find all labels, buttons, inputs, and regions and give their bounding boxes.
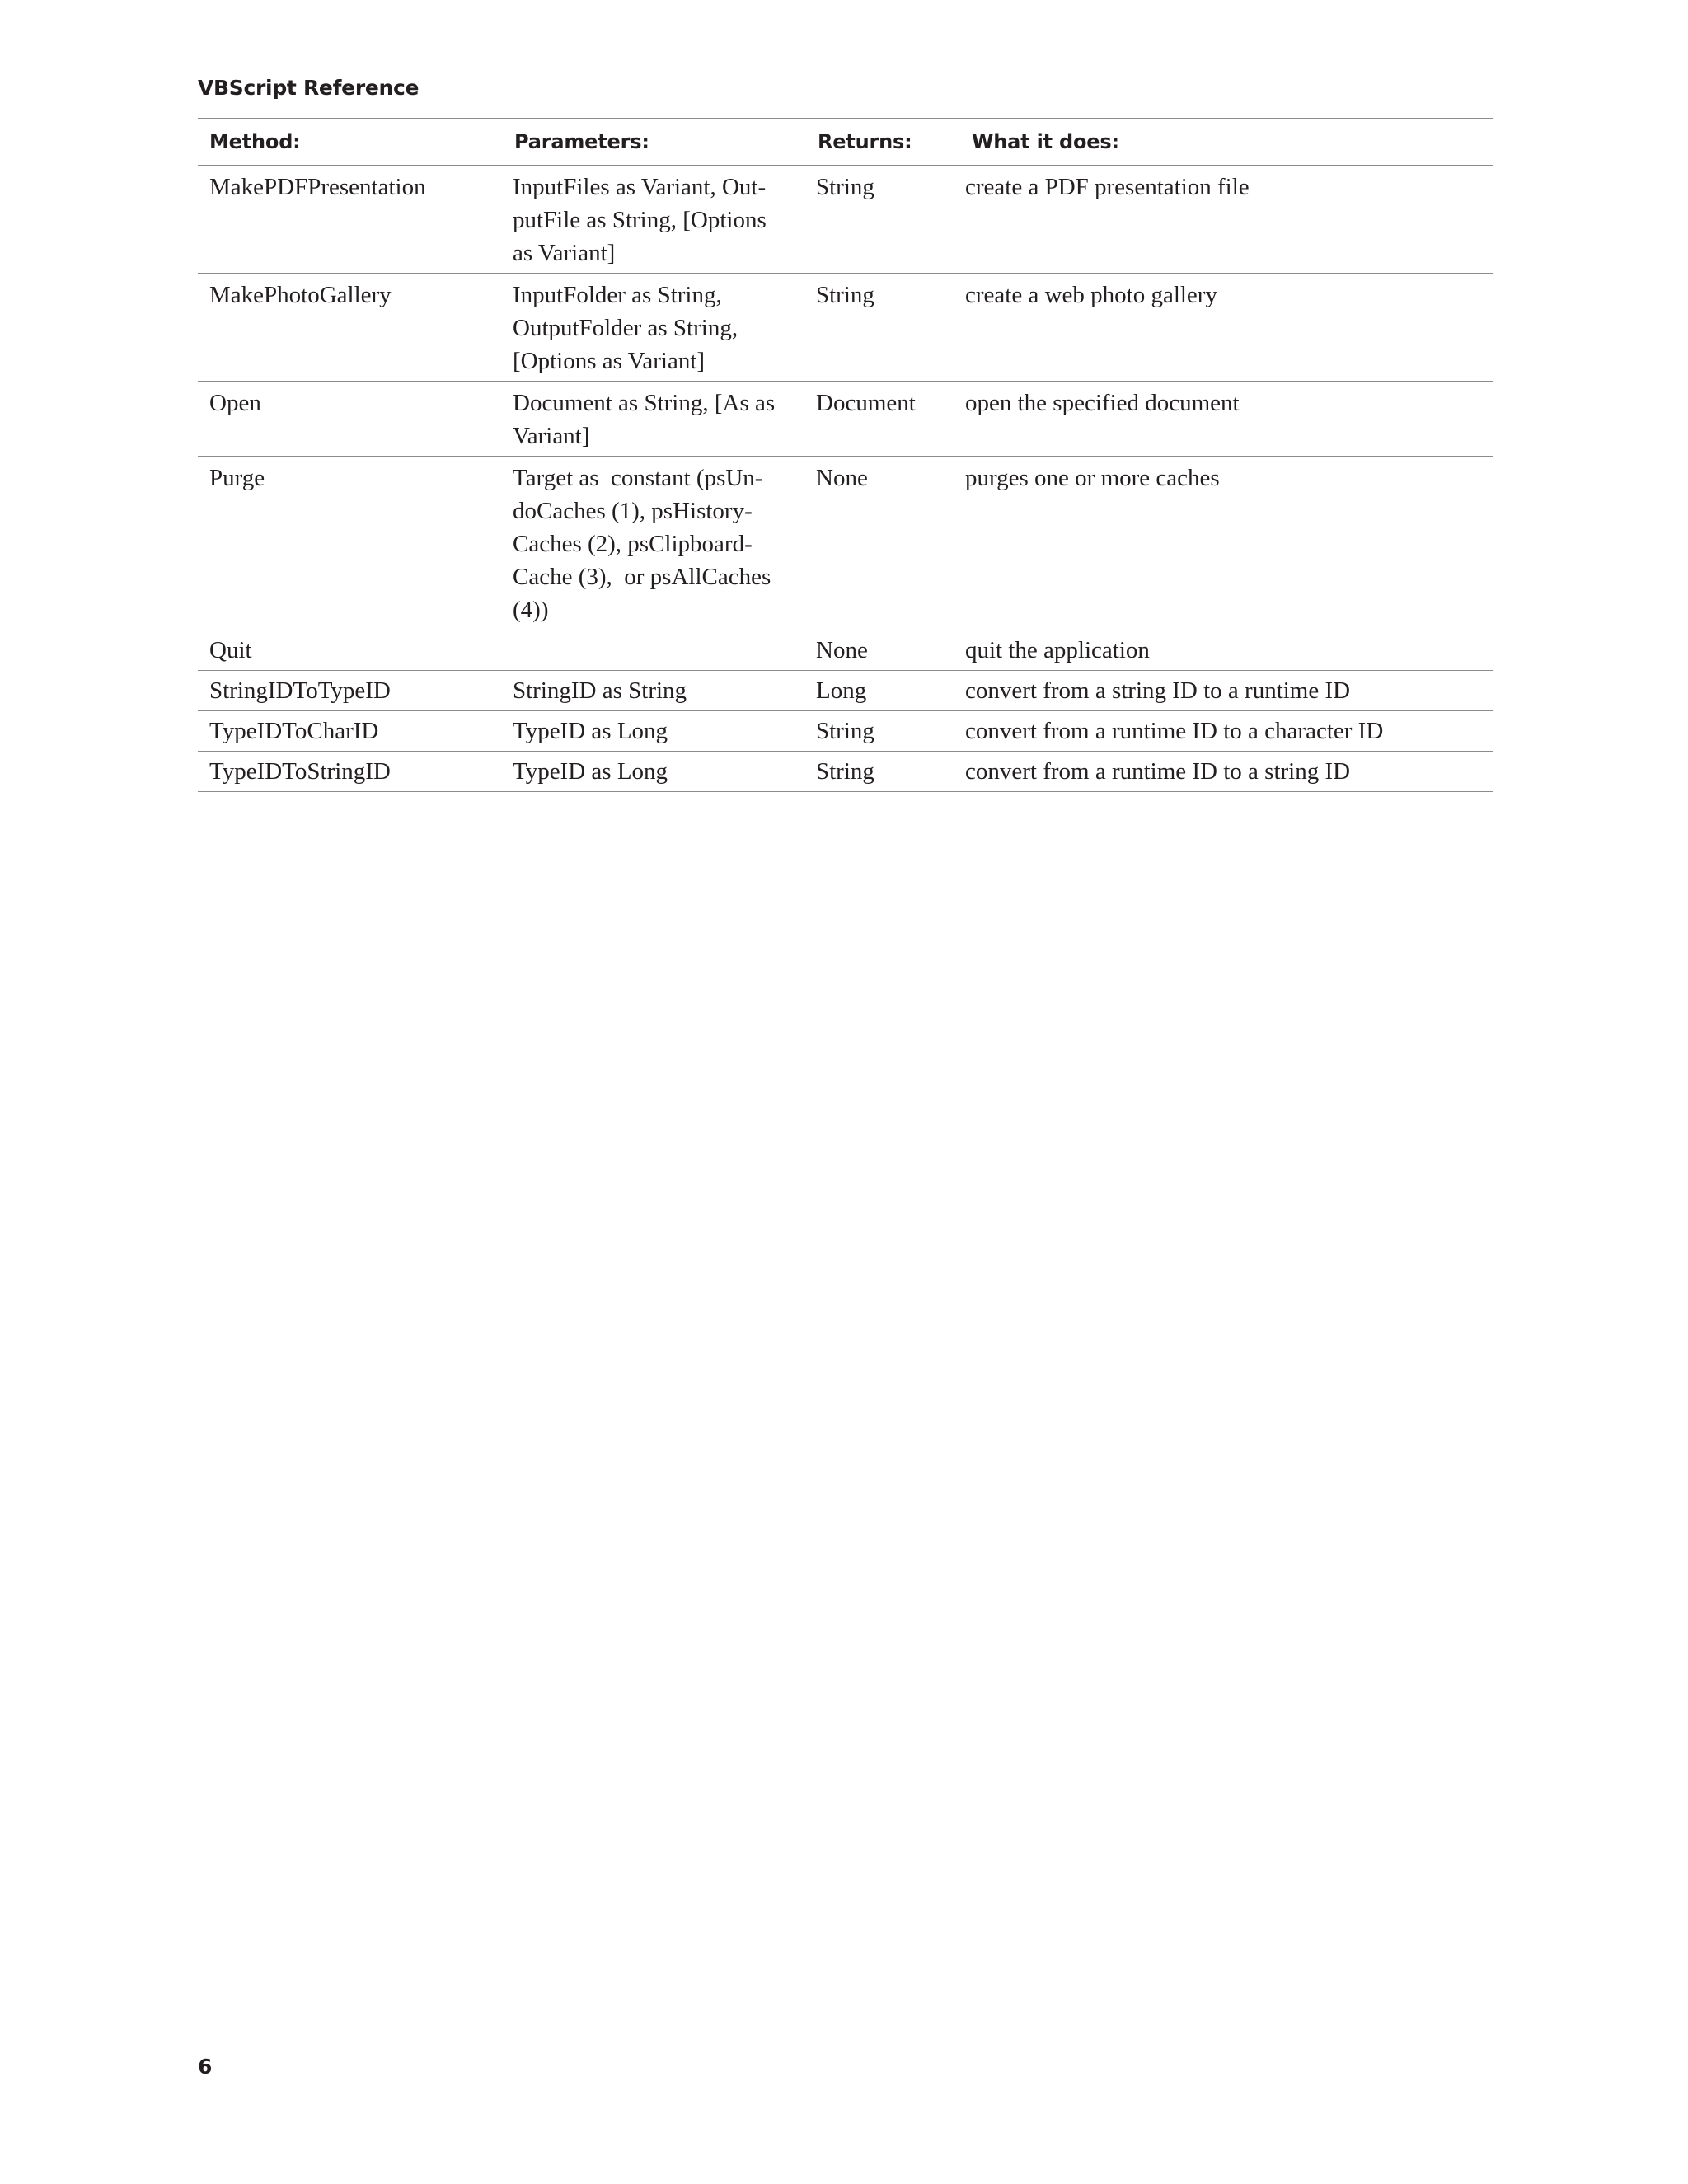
cell-parameters bbox=[503, 752, 806, 792]
table-row bbox=[198, 752, 1493, 792]
parameter-line: Document as String, [As as bbox=[513, 390, 776, 416]
cell-returns: None bbox=[806, 630, 960, 671]
cell-parameters bbox=[503, 166, 806, 274]
cell-method: TypeIDToCharID bbox=[198, 711, 503, 752]
table-body bbox=[198, 166, 1493, 792]
table-row bbox=[198, 274, 1493, 382]
method-reference-table bbox=[198, 118, 1493, 792]
table-row bbox=[198, 166, 1493, 274]
cell-method: Purge bbox=[198, 457, 503, 630]
parameter-line: InputFiles as Variant, Out- bbox=[513, 174, 767, 200]
cell-description: create a web photo gallery bbox=[960, 274, 1493, 382]
table-row bbox=[198, 382, 1493, 457]
cell-parameters bbox=[503, 630, 806, 671]
table-row bbox=[198, 457, 1493, 630]
cell-method: StringIDToTypeID bbox=[198, 671, 503, 711]
parameter-line: Variant] bbox=[513, 423, 590, 449]
table-header-row bbox=[198, 119, 1493, 166]
page-number: 6 bbox=[198, 2055, 213, 2079]
cell-returns: None bbox=[806, 457, 960, 630]
cell-returns: String bbox=[806, 752, 960, 792]
cell-returns: String bbox=[806, 711, 960, 752]
cell-description: convert from a runtime ID to a string ID bbox=[960, 752, 1493, 792]
parameter-line: Caches (2), psClipboard- bbox=[513, 531, 753, 557]
cell-returns: String bbox=[806, 274, 960, 382]
header-returns: Returns: bbox=[806, 119, 960, 166]
header-parameters: Parameters: bbox=[503, 119, 806, 166]
running-head: VBScript Reference bbox=[198, 76, 420, 100]
table-row bbox=[198, 711, 1493, 752]
cell-parameters bbox=[503, 274, 806, 382]
cell-returns: Document bbox=[806, 382, 960, 457]
cell-description: convert from a string ID to a runtime ID bbox=[960, 671, 1493, 711]
cell-parameters bbox=[503, 382, 806, 457]
header-method: Method: bbox=[198, 119, 503, 166]
cell-method: Open bbox=[198, 382, 503, 457]
cell-method: TypeIDToStringID bbox=[198, 752, 503, 792]
parameter-line: OutputFolder as String, bbox=[513, 315, 738, 341]
cell-returns: String bbox=[806, 166, 960, 274]
cell-parameters bbox=[503, 711, 806, 752]
parameter-line: StringID as String bbox=[513, 677, 687, 704]
parameter-line: TypeID as Long bbox=[513, 718, 668, 744]
parameter-line: doCaches (1), psHistory- bbox=[513, 498, 753, 524]
header-description: What it does: bbox=[960, 119, 1493, 166]
cell-method: MakePhotoGallery bbox=[198, 274, 503, 382]
cell-method: MakePDFPresentation bbox=[198, 166, 503, 274]
cell-description: create a PDF presentation file bbox=[960, 166, 1493, 274]
cell-description: open the specified document bbox=[960, 382, 1493, 457]
parameter-line: (4)) bbox=[513, 597, 549, 623]
cell-description: quit the application bbox=[960, 630, 1493, 671]
parameter-line: putFile as String, [Options bbox=[513, 207, 767, 233]
cell-description: convert from a runtime ID to a character ID bbox=[960, 711, 1493, 752]
cell-returns: Long bbox=[806, 671, 960, 711]
cell-description: purges one or more caches bbox=[960, 457, 1493, 630]
cell-method: Quit bbox=[198, 630, 503, 671]
cell-parameters bbox=[503, 671, 806, 711]
parameter-line: TypeID as Long bbox=[513, 758, 668, 785]
parameter-line: Cache (3), or psAllCaches bbox=[513, 564, 771, 590]
table-row bbox=[198, 671, 1493, 711]
cell-parameters bbox=[503, 457, 806, 630]
parameter-line: Target as constant (psUn- bbox=[513, 465, 763, 491]
parameter-line: InputFolder as String, bbox=[513, 282, 722, 308]
table-row bbox=[198, 630, 1493, 671]
parameter-line: [Options as Variant] bbox=[513, 348, 706, 374]
parameter-line: as Variant] bbox=[513, 240, 616, 266]
